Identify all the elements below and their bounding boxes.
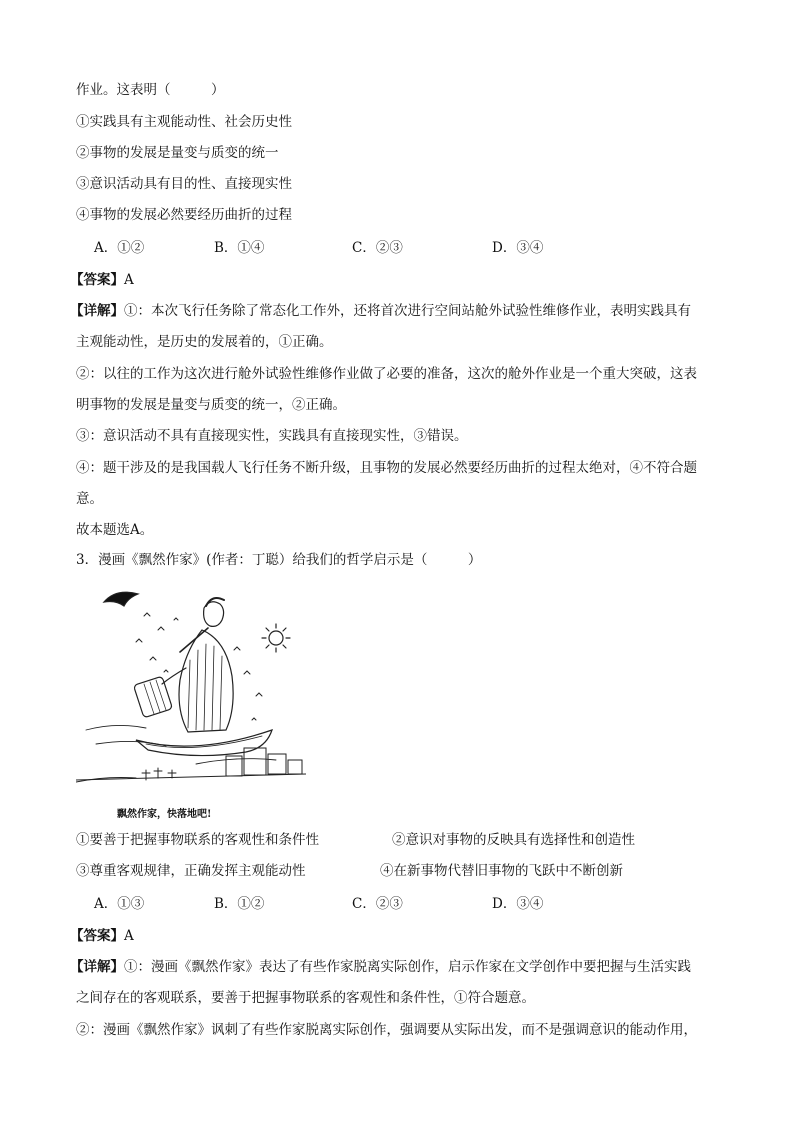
- q2-detail-3: ③：意识活动不具有直接现实性，实践具有直接现实性，③错误。: [76, 428, 468, 444]
- flying-birds: [136, 613, 262, 720]
- q3-statement-1: ①要善于把握事物联系的客观性和条件性: [76, 832, 319, 848]
- q2-answer: [70, 270, 134, 290]
- q3-detail-label: 【详解】: [70, 959, 124, 975]
- black-bird-shape: [104, 592, 138, 606]
- cartoon-caption: 飘然作家，快落地吧!: [117, 809, 212, 820]
- q2-detail-1b: 主观能动性，是历史的发展着的，①正确。: [76, 334, 333, 350]
- q3-option-d: D．③④: [492, 896, 544, 912]
- q3-option-b: B．①②: [214, 896, 265, 912]
- q2-option-a: A．①②: [94, 240, 145, 256]
- paper-roll: [133, 676, 172, 718]
- cartoon-illustration: [76, 580, 306, 790]
- q2-option-c: C．②③: [352, 240, 403, 256]
- q2-answer-label: 【答案】: [70, 272, 124, 288]
- q2-statement-2: ②事物的发展是量变与质变的统一: [76, 145, 279, 161]
- q3-option-c: C．②③: [352, 896, 403, 912]
- q3-stem: 3．漫画《飘然作家》(作者：丁聪）给我们的哲学启示是（ ）: [76, 552, 482, 568]
- q3-detail-1a: [70, 957, 691, 977]
- q3-answer: [70, 926, 134, 946]
- q2-statement-3: ③意识活动具有目的性、直接现实性: [76, 176, 292, 192]
- q3-option-a: A．①③: [94, 896, 145, 912]
- q2-statement-4: ④事物的发展必然要经历曲折的过程: [76, 207, 292, 223]
- q2-stem-tail: 作业。这表明（ ）: [76, 82, 225, 98]
- q2-option-d: D．③④: [492, 240, 544, 256]
- q2-detail-label: 【详解】: [70, 303, 124, 319]
- q2-answer-value: A: [124, 272, 134, 288]
- flying-boat: [136, 730, 272, 756]
- q2-detail-2b: 明事物的发展是量变与质变的统一，②正确。: [76, 397, 346, 413]
- q2-detail-1a-text: ①：本次飞行任务除了常态化工作外，还将首次进行空间站舱外试验性维修作业，表明实践具有: [124, 303, 691, 319]
- q3-detail-1a-text: ①：漫画《飘然作家》表达了有些作家脱离实际创作，启示作家在文学创作中要把握与生活实践: [124, 959, 691, 975]
- pen: [180, 628, 208, 652]
- q3-statement-2: ②意识对事物的反映具有选择性和创造性: [392, 832, 635, 848]
- q2-option-b: B．①④: [214, 240, 265, 256]
- q2-detail-4a: ④：题干涉及的是我国载人飞行任务不断升级，且事物的发展必然要经历曲折的过程太绝对，④不符合题: [76, 460, 697, 476]
- sun-icon: [262, 624, 290, 652]
- q3-detail-2a: ②：漫画《飘然作家》讽刺了有些作家脱离实际创作，强调要从实际出发，而不是强调意识的能动作用，: [76, 1022, 697, 1038]
- q2-statement-1: ①实践具有主观能动性、社会历史性: [76, 114, 292, 130]
- q2-detail-4b: 意。: [76, 491, 103, 507]
- cloud: [86, 725, 276, 764]
- q3-statement-4: ④在新事物代替旧事物的飞跃中不断创新: [380, 863, 623, 879]
- city-skyline: [76, 748, 306, 782]
- q2-conclusion: 故本题选A。: [76, 522, 154, 538]
- q2-detail-2a: ②：以往的工作为这次进行舱外试验性维修作业做了必要的准备，这次的舱外作业是一个重大突破，这表: [76, 366, 697, 382]
- q2-detail-1a: [70, 301, 691, 321]
- q3-detail-1b: 之间存在的客观联系，要善于把握事物联系的客观性和条件性，①符合题意。: [76, 990, 535, 1006]
- q3-statement-3: ③尊重客观规律，正确发挥主观能动性: [76, 863, 306, 879]
- q3-answer-value: A: [124, 928, 134, 944]
- q3-answer-label: 【答案】: [70, 928, 124, 944]
